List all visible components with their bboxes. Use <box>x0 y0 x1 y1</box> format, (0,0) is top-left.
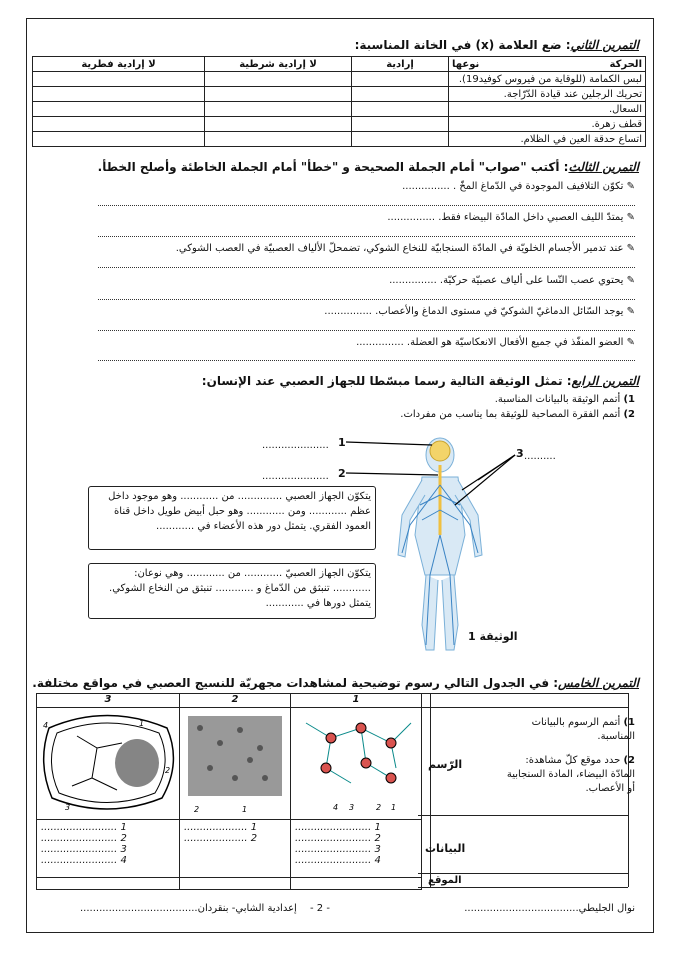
ex5-row-location: الموقع <box>428 875 462 886</box>
svg-text:2: 2 <box>165 766 171 775</box>
table-row <box>33 132 646 147</box>
svg-text:3: 3 <box>65 803 71 812</box>
answer-line[interactable] <box>98 299 635 300</box>
gray-matter-drawing <box>180 708 290 816</box>
ex2-cell[interactable] <box>352 87 449 102</box>
ex2-diag-header <box>449 57 646 72</box>
ex2-label: التمرين الثاني <box>570 38 639 52</box>
ex2-header-voluntary: إرادية <box>352 57 449 72</box>
svg-text:2: 2 <box>194 805 200 814</box>
answer-line[interactable] <box>98 236 635 237</box>
answer-line[interactable] <box>98 267 635 268</box>
ex2-cell[interactable] <box>205 87 352 102</box>
ex4-q1: 1) أتمم الوثيقة بالبيانات المناسبة. <box>494 394 635 405</box>
ex2-cell[interactable] <box>33 87 205 102</box>
ex3-heading: التمرين الثالث: أكتب "صواب" أمام الجملة الصحيحة و "خطأ" أمام الجملة الخاطئة وأصلح الخطأ. <box>97 160 639 174</box>
ex2-cell[interactable] <box>352 117 449 132</box>
table-row <box>33 102 646 117</box>
ex5-table <box>36 693 422 890</box>
ex2-cell[interactable] <box>205 117 352 132</box>
ex2-row-label: تحريك الرجلين عند قيادة الدّرّاجة. <box>449 87 646 102</box>
fill-blank-1[interactable]: ..................... <box>262 440 329 451</box>
ex2-row-label: اتساع حدقة العين في الظلام. <box>449 132 646 147</box>
footer-page: - 2 - <box>310 903 330 914</box>
ex2-cell[interactable] <box>352 102 449 117</box>
ex2-row-label: لبس الكمامة (للوقاية من فيروس كوفيد19). <box>449 72 646 87</box>
ex4-label: التمرين الرابع <box>571 374 639 388</box>
ex3-item: ✎ عند تدمير الأجسام الخلويّة في المادّة السنجابيّة للنخاع الشوكي، تضمحلّ الألياف العصبيّة في العصب الشوكي. <box>175 243 635 254</box>
pointer-3c <box>455 455 515 505</box>
neurons-drawing <box>291 708 421 816</box>
table-row <box>33 117 646 132</box>
ex4-paragraph-2[interactable]: يتكوّن الجهاز العصبيّ ............ من ............ وهي نوعان: ............ تنبثق من الدّماغ و ............ تنبثق من النخاع الشوكي. يتمثل دورها في ............ <box>88 563 376 619</box>
fig-label-3: 3 <box>516 447 524 460</box>
svg-text:1: 1 <box>242 805 248 814</box>
answer-line[interactable] <box>98 205 635 206</box>
ex2-instruction: ضع العلامة (x) في الخانة المناسبة: <box>354 38 562 52</box>
ex4-paragraph-1[interactable]: يتكوّن الجهاز العصبي .............. من ............ وهو موجود داخل عظم ............ ومن ............ وهو حبل أبيض طويل داخل قناة العمود الفقري. يتمثل دور هذه الأعضاء في ............ <box>88 486 376 550</box>
location-3-cell[interactable] <box>37 878 180 890</box>
ex2-header-conditional: لا إرادية شرطية <box>205 57 352 72</box>
ex2-table <box>32 56 646 147</box>
svg-text:1: 1 <box>391 803 397 812</box>
ex3-item: ✎ يوجد السّائل الدماغيّ الشوكيّ في مستوى الدماغ والأعصاب. ............... <box>324 306 635 317</box>
svg-text:4: 4 <box>333 803 339 812</box>
ex5-divider <box>418 693 431 887</box>
nerve-cross-section-drawing <box>37 708 179 816</box>
ex5-col-2: 2 <box>180 694 291 708</box>
ex5-q2: 2) حدد موقع كلّ مشاهدة: المادّة البيضاء، المادة السنجابية أو الأعصاب. <box>506 755 635 794</box>
ex2-cell[interactable] <box>33 102 205 117</box>
ex2-row-label: قطف زهرة. <box>449 117 646 132</box>
brain <box>430 441 450 461</box>
table-row <box>33 72 646 87</box>
fill-blank-3[interactable]: .......... <box>524 451 556 462</box>
ex2-heading: التمرين الثاني: ضع العلامة (x) في الخانة المناسبة: <box>354 38 639 52</box>
ex5-top-edge <box>418 693 628 694</box>
ex2-cell[interactable] <box>352 72 449 87</box>
pointer-3b <box>462 455 515 490</box>
left-leg <box>422 575 438 650</box>
fig-label-2: 2 <box>338 467 346 480</box>
ex5-label: التمرين الخامس <box>558 676 639 690</box>
ex5-divider-h2 <box>418 815 628 816</box>
labels-2-cell[interactable]: .................... 1 .................... 2 <box>180 820 291 878</box>
ex5-row-drawing: الرّسم <box>428 758 463 771</box>
table-row <box>33 87 646 102</box>
ex2-cell[interactable] <box>205 102 352 117</box>
ex2-cell[interactable] <box>33 72 205 87</box>
ex3-label: التمرين الثالث <box>568 160 639 174</box>
ex5-instruction: في الجدول التالي رسوم توضيحية لمشاهدات مجهريّة للنسيج العصبي في مواقع مختلفة. <box>32 676 550 690</box>
labels-3-cell[interactable]: ........................ 1 ........................ 2 ........................ 3 ........................ 4 <box>37 820 180 878</box>
ex3-instruction: أكتب "صواب" أمام الجملة الصحيحة و "خطأ" أمام الجملة الخاطئة وأصلح الخطأ. <box>97 160 560 174</box>
location-2-cell[interactable] <box>180 878 291 890</box>
svg-text:1: 1 <box>139 719 145 728</box>
answer-line[interactable] <box>98 360 635 361</box>
ex4-q2: 2) أتمم الفقرة المصاحبة للوثيقة بما يناسب من مفردات. <box>400 409 635 420</box>
location-1-cell[interactable] <box>291 878 422 890</box>
ex5-divider-h3 <box>418 873 628 874</box>
ex2-header-type: نوعها <box>452 58 480 70</box>
fill-blank-2[interactable]: ..................... <box>262 471 329 482</box>
svg-text:2: 2 <box>376 803 382 812</box>
ex5-divider-h4 <box>418 887 628 888</box>
ex5-q1: 1) أتمم الرسوم بالبيانات المناسبة. <box>531 717 635 742</box>
doc-label: الوثيقة 1 <box>468 630 518 643</box>
ex2-header-movement: الحركة <box>609 58 642 70</box>
ex2-cell[interactable] <box>352 132 449 147</box>
ex3-item: ✎ العضو المنفّذ في جميع الأفعال الانعكاسيّة هو العضلة. ............... <box>356 337 635 348</box>
pointer-2 <box>346 473 438 475</box>
svg-text:3: 3 <box>349 803 355 812</box>
ex5-heading: التمرين الخامس: في الجدول التالي رسوم توضيحية لمشاهدات مجهريّة للنسيج العصبي في مواقع مختلفة. <box>32 676 639 690</box>
svg-text:4: 4 <box>43 721 49 730</box>
ex4-instruction: تمثل الوثيقة التالية رسما مبسّطا للجهاز العصبي عند الإنسان: <box>201 374 563 388</box>
ex5-col-1: 1 <box>291 694 422 708</box>
drawing-2-cell <box>180 708 291 820</box>
ex3-item: ✎ يمتدّ الليف العصبي داخل المادّة البيضاء فقط. ............... <box>387 212 635 223</box>
ex3-item: ✎ يحتوي عصب النّسا على ألياف عصبيّة حركيّة. ............... <box>389 275 635 286</box>
right-leg <box>442 575 458 650</box>
footer-teacher: نوال الجليطي.................................... <box>464 903 635 914</box>
ex2-cell[interactable] <box>205 132 352 147</box>
ex2-cell[interactable] <box>33 117 205 132</box>
drawing-3-cell <box>37 708 180 820</box>
ex5-row-labels: البيانات <box>425 842 466 855</box>
ex5-col-3: 3 <box>37 694 180 708</box>
ex3-item: ✎ تكوّن التلافيف الموجودة في الدّماغ المخّ . ............... <box>402 181 635 192</box>
ex2-cell[interactable] <box>33 132 205 147</box>
ex2-header-innate: لا إرادية فطرية <box>33 57 205 72</box>
labels-1-cell[interactable]: ........................ 1 ........................ 2 ........................ 3 ........................ 4 <box>291 820 422 878</box>
ex2-row-label: السعال. <box>449 102 646 117</box>
fig-label-1: 1 <box>338 436 346 449</box>
ex5-divider-h <box>418 707 628 708</box>
footer-school: إعدادية الشابي- بنقردان..................................... <box>80 903 297 914</box>
drawing-1-cell <box>291 708 422 820</box>
pointer-1 <box>346 442 432 445</box>
ex4-heading: التمرين الرابع: تمثل الوثيقة التالية رسما مبسّطا للجهاز العصبي عند الإنسان: <box>201 374 639 388</box>
fascicle <box>115 739 159 787</box>
ex2-cell[interactable] <box>205 72 352 87</box>
answer-line[interactable] <box>98 330 635 331</box>
